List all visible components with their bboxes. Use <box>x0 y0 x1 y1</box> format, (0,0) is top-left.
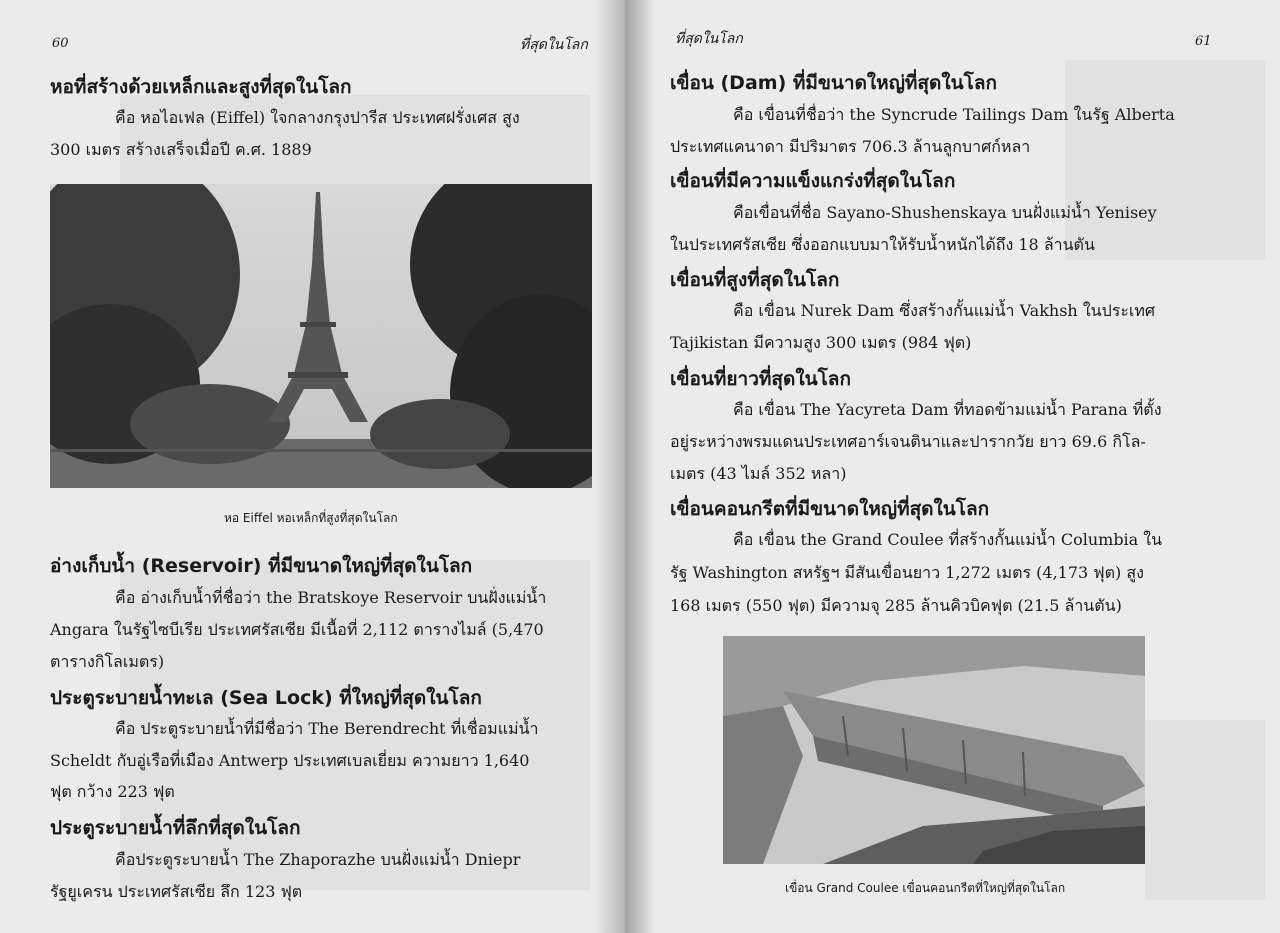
page-number: 61 <box>1195 34 1212 49</box>
body-line: คือ หอไอเฟล (Eiffel) ใจกลางกรุงปารีส ประเทศฝรั่งเศส สูง <box>115 108 520 127</box>
photo-caption: เขื่อน Grand Coulee เขื่อนคอนกรีตที่ใหญ่ที่สุดในโลก <box>785 881 1066 895</box>
section-heading: เขื่อนที่ยาวที่สุดในโลก <box>670 368 851 390</box>
body-line: 300 เมตร สร้างเสร็จเมื่อปี ค.ศ. 1889 <box>50 140 312 159</box>
body-line: ในประเทศรัสเซีย ซึ่งออกแบบมาให้รับน้ำหนักได้ถึง 18 ล้านตัน <box>670 235 1095 254</box>
body-line: ประเทศแคนาดา มีปริมาตร 706.3 ล้านลูกบาศก์หลา <box>670 137 1031 156</box>
body-line: คือ เขื่อน Nurek Dam ซึ่งสร้างกั้นแม่น้ำ Vakhsh ในประเทศ <box>733 301 1156 320</box>
section-heading: ประตูระบายน้ำทะเล (Sea Lock) ที่ใหญ่ที่สุดในโลก <box>50 687 482 709</box>
body-line: ฟุต กว้าง 223 ฟุต <box>50 782 175 801</box>
body-line: คือ เขื่อนที่ชื่อว่า the Syncrude Tailings Dam ในรัฐ Alberta <box>733 105 1175 124</box>
section-heading: เขื่อนคอนกรีตที่มีขนาดใหญ่ที่สุดในโลก <box>670 498 990 520</box>
body-line: คือ เขื่อน the Grand Coulee ที่สร้างกั้นแม่น้ำ Columbia ใน <box>733 530 1163 549</box>
section-heading: เขื่อนที่มีความแข็งแกร่งที่สุดในโลก <box>670 170 956 192</box>
left-page <box>0 0 625 933</box>
section-heading: เขื่อนที่สูงที่สุดในโลก <box>670 269 840 291</box>
section-heading: หอที่สร้างด้วยเหล็กและสูงที่สุดในโลก <box>50 76 352 98</box>
section-heading: ประตูระบายน้ำที่ลึกที่สุดในโลก <box>50 817 301 839</box>
body-line: ตารางกิโลเมตร) <box>50 652 165 671</box>
body-line: Angara ในรัฐไซบีเรีย ประเทศรัสเซีย มีเนื้อที่ 2,112 ตารางไมล์ (5,470 <box>50 620 544 639</box>
body-line: คือประตูระบายน้ำ The Zhaporazhe บนฝั่งแม่น้ำ Dniepr <box>115 850 521 869</box>
body-line: รัฐ Washington สหรัฐฯ มีสันเขื่อนยาว 1,272 เมตร (4,173 ฟุต) สูง <box>670 563 1144 582</box>
body-line: คือเขื่อนที่ชื่อ Sayano-Shushenskaya บนฝั่งแม่น้ำ Yenisey <box>733 203 1157 222</box>
page-number: 60 <box>52 36 69 51</box>
body-line: 168 เมตร (550 ฟุต) มีความจุ 285 ล้านคิวบิคฟุต (21.5 ล้านตัน) <box>670 596 1122 615</box>
body-line: คือ อ่างเก็บน้ำที่ชื่อว่า the Bratskoye Reservoir บนฝั่งแม่น้ำ <box>115 588 547 607</box>
grand-coulee-dam-photo <box>723 636 1145 864</box>
eiffel-tower-photo <box>50 184 592 488</box>
right-page <box>625 0 1280 933</box>
body-line: Scheldt กับอู่เรือที่เมือง Antwerp ประเทศเบลเยี่ยม ความยาว 1,640 <box>50 751 530 770</box>
section-heading: เขื่อน (Dam) ที่มีขนาดใหญ่ที่สุดในโลก <box>670 72 997 94</box>
body-line: คือ เขื่อน The Yacyreta Dam ที่ทอดข้ามแม่น้ำ Parana ที่ตั้ง <box>733 400 1162 419</box>
running-head: ที่สุดในโลก <box>520 37 588 53</box>
body-line: เมตร (43 ไมล์ 352 หลา) <box>670 464 847 483</box>
running-head: ที่สุดในโลก <box>675 31 743 47</box>
body-line: อยู่ระหว่างพรมแดนประเทศอาร์เจนตินาและปารากวัย ยาว 69.6 กิโล- <box>670 432 1146 451</box>
photo-caption: หอ Eiffel หอเหล็กที่สูงที่สุดในโลก <box>224 511 398 525</box>
body-line: รัฐยูเครน ประเทศรัสเซีย ลึก 123 ฟุต <box>50 882 303 901</box>
body-line: คือ ประตูระบายน้ำที่มีชื่อว่า The Berendrecht ที่เชื่อมแม่น้ำ <box>115 719 539 738</box>
body-line: Tajikistan มีความสูง 300 เมตร (984 ฟุต) <box>670 333 972 352</box>
section-heading: อ่างเก็บน้ำ (Reservoir) ที่มีขนาดใหญ่ที่สุดในโลก <box>50 555 473 577</box>
